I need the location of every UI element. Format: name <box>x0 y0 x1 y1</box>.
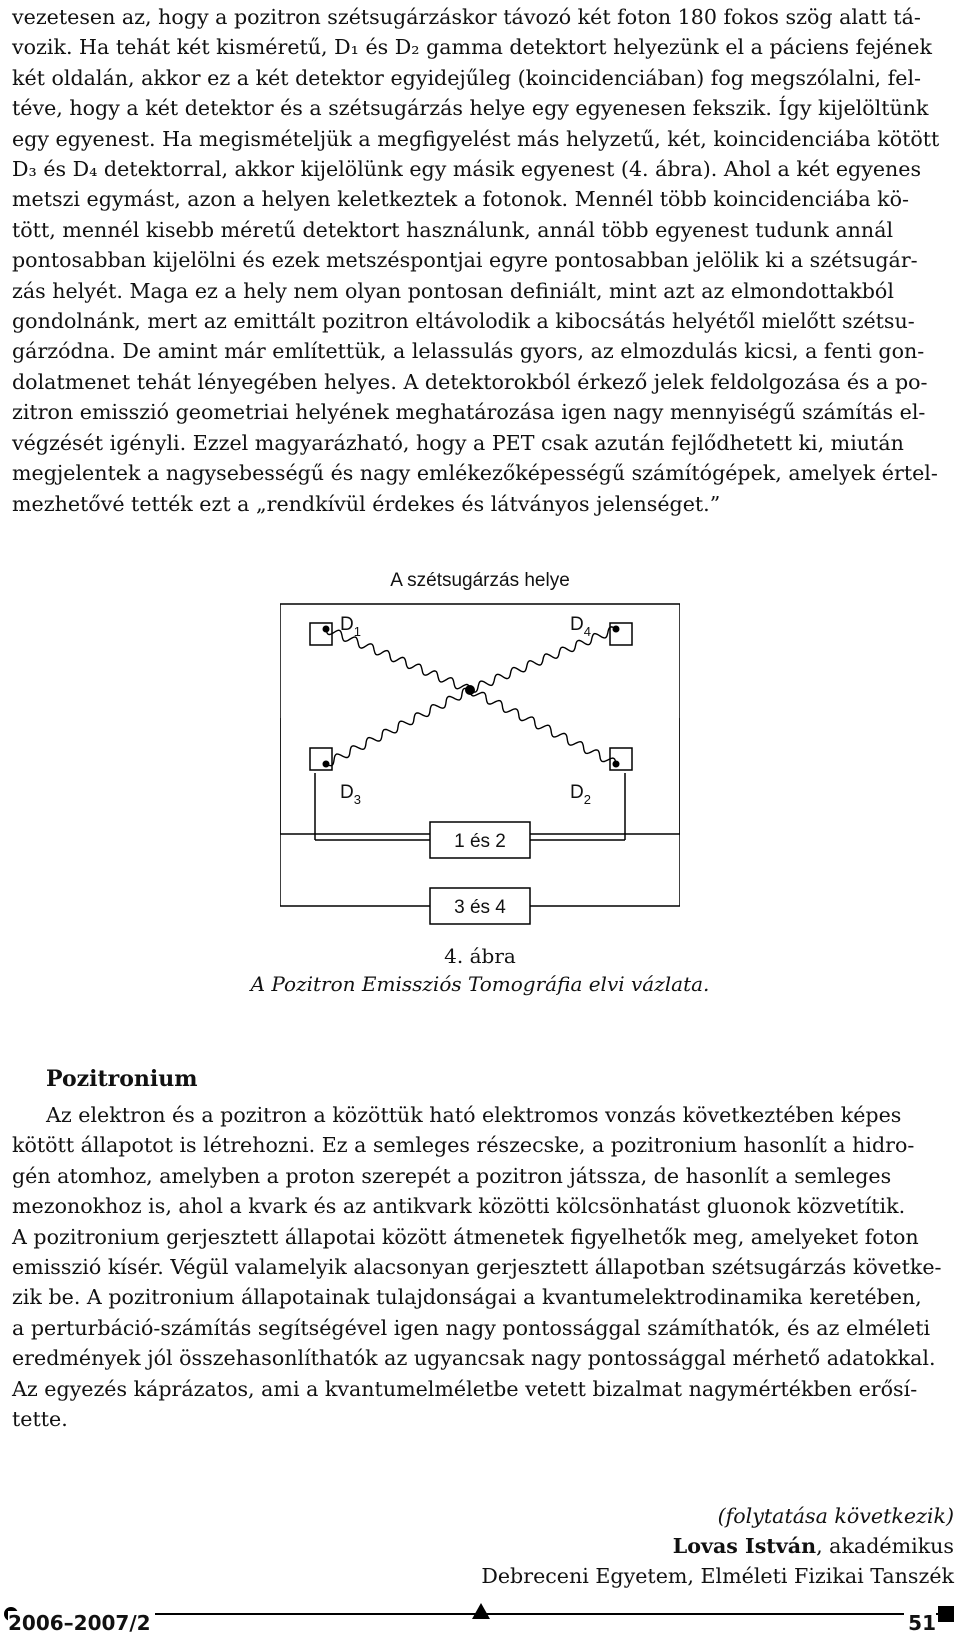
text-line: mezonokhoz is, ahol a kvark és az antikvark közötti kölcsönhatást gluonok közvetítik. <box>12 1194 906 1219</box>
footer-square-icon <box>938 1606 954 1622</box>
coincidence-label-1-2: 1 és 2 <box>454 831 506 852</box>
photon-d3 <box>326 688 470 765</box>
figure-number: 4. ábra <box>444 944 516 968</box>
pet-diagram-svg <box>280 568 680 942</box>
text-line: egy egyenest. Ha megismételjük a megfigyelést más helyzetű, két, koincidenciába kötött <box>12 126 940 151</box>
footer-triangle-icon <box>472 1603 490 1619</box>
footer-issue: 2006–2007/2 <box>8 1611 155 1635</box>
text-line: gárzódna. De amint már említettük, a lelassulás gyors, az elmozdulás kicsi, a fenti gon- <box>12 339 925 364</box>
label-d2: $D_2$ <box>570 782 591 807</box>
label-d4: $D_4$ <box>570 614 591 639</box>
text-line: gén atomhoz, amelyben a proton szerepét a pozitron játssza, de hasonlít a semleges <box>12 1163 892 1188</box>
label-d3: $D_3$ <box>340 782 361 807</box>
text-line: eredmények jól összehasonlíthatók az ugyancsak nagy pontossággal mérhető adatokkal. <box>12 1346 936 1371</box>
text-line: zitron emisszió geometriai helyének meghatározása igen nagy mennyiségű számítás el- <box>12 400 926 425</box>
text-line: a perturbáció-számítás segítségével igen nagy pontossággal számíthatók, és az elméleti <box>12 1315 931 1340</box>
photon-d1 <box>326 629 470 690</box>
text-line: mezhetővé tették ezt a „rendkívül érdekes és látványos jelenséget.” <box>12 491 721 516</box>
text-line: végzését igényli. Ezzel magyarázható, hogy a PET csak azután fejlődhetett ki, miután <box>12 430 904 455</box>
text-line: D₃ és D₄ detektorral, akkor kijelölünk egy másik egyenest (4. ábra). Ahol a két egyenes <box>12 157 922 182</box>
arrival-dot-d3 <box>323 761 330 768</box>
body-paragraph-pet <box>12 2 956 519</box>
author-affiliation: Debreceni Egyetem, Elméleti Fizikai Tanszék <box>481 1564 954 1588</box>
label-d1: $D_1$ <box>340 614 361 639</box>
page-footer <box>0 1600 960 1635</box>
text-line: megjelentek a nagysebességű és nagy emlékezőképességű számítógépek, amelyek értel- <box>12 461 938 486</box>
text-line: A pozitronium gerjesztett állapotai között átmenetek figyelhetők meg, amelyeket foton <box>12 1224 919 1249</box>
text-line: kötött állapotot is létrehozni. Ez a semleges részecske, a pozitronium hasonlít a hidro- <box>12 1133 915 1158</box>
text-line: vezetesen az, hogy a pozitron szétsugárzáskor távozó két foton 180 fokos szög alatt tá- <box>12 5 921 29</box>
text-line: két oldalán, akkor ez a két detektor egyidejűleg (koincidenciában) fog megszólalni, fel- <box>12 65 921 90</box>
arrival-dot-d4 <box>613 626 620 633</box>
text-line: vozik. Ha tehát két kisméretű, D₁ és D₂ gamma detektort helyezünk el a páciens fejének <box>12 35 932 60</box>
text-line: Az egyezés káprázatos, ami a kvantumelméletbe vetett bizalmat nagymértékben erősí- <box>12 1376 918 1401</box>
body-paragraph-pozitronium <box>12 1100 956 1434</box>
text-line: gondolnánk, mert az emittált pozitron eltávolodik a kibocsátás helyétől mielőtt szétsu- <box>12 309 915 334</box>
pet-diagram <box>280 568 680 942</box>
coincidence-label-3-4: 3 és 4 <box>454 897 506 918</box>
photon-d4 <box>470 627 616 692</box>
author-line <box>673 1534 954 1558</box>
author-name: Lovas István <box>672 1534 817 1558</box>
arrival-dot-d2 <box>613 761 620 768</box>
text-line: Az elektron és a pozitron a közöttük ható elektromos vonzás következtében képes <box>46 1103 902 1127</box>
text-line: téve, hogy a két detektor és a szétsugárzás helye egy egyenesen fekszik. Így kijelöltünk <box>12 96 929 121</box>
figure-caption: A Pozitron Emissziós Tomográfia elvi vázlata. <box>250 972 710 996</box>
arrival-dot-d1 <box>323 626 330 633</box>
detector-d2 <box>610 748 632 770</box>
text-line: metszi egymást, azon a helyen keletkeztek a fotonok. Mennél több koincidenciába kö- <box>12 187 910 212</box>
text-line: tött, mennél kisebb méretű detektort használunk, annál több egyenest tudunk annál <box>12 217 894 242</box>
annihilation-point <box>465 685 475 695</box>
text-line: emisszió kísér. Végül valamelyik alacsonyan gerjesztett állapotban szétsugárzás követke- <box>12 1255 942 1280</box>
text-line: zás helyét. Maga ez a hely nem olyan pontosan definiált, mint azt az elmondottakból <box>12 278 894 303</box>
detector-d4 <box>610 623 632 645</box>
text-line: zik be. A pozitronium állapotainak tulajdonságai a kvantumelektrodinamika keretében, <box>12 1285 922 1310</box>
diagram-title: A szétsugárzás helye <box>390 570 570 591</box>
continued-note: (folytatása következik) <box>717 1504 954 1528</box>
author-title: , akadémikus <box>816 1534 954 1558</box>
text-line: dolatmenet tehát lényegében helyes. A detektorokból érkező jelek feldolgozása és a po- <box>12 369 928 394</box>
detector-d3 <box>310 748 332 770</box>
page-number: 51 <box>904 1611 936 1635</box>
text-line: tette. <box>12 1407 68 1432</box>
photon-d2 <box>470 690 616 764</box>
text-line: pontosabban kijelölni és ezek metszéspontjai egyre pontosabban jelölik ki a szétsugár- <box>12 248 918 273</box>
section-heading: Pozitronium <box>46 1066 198 1092</box>
